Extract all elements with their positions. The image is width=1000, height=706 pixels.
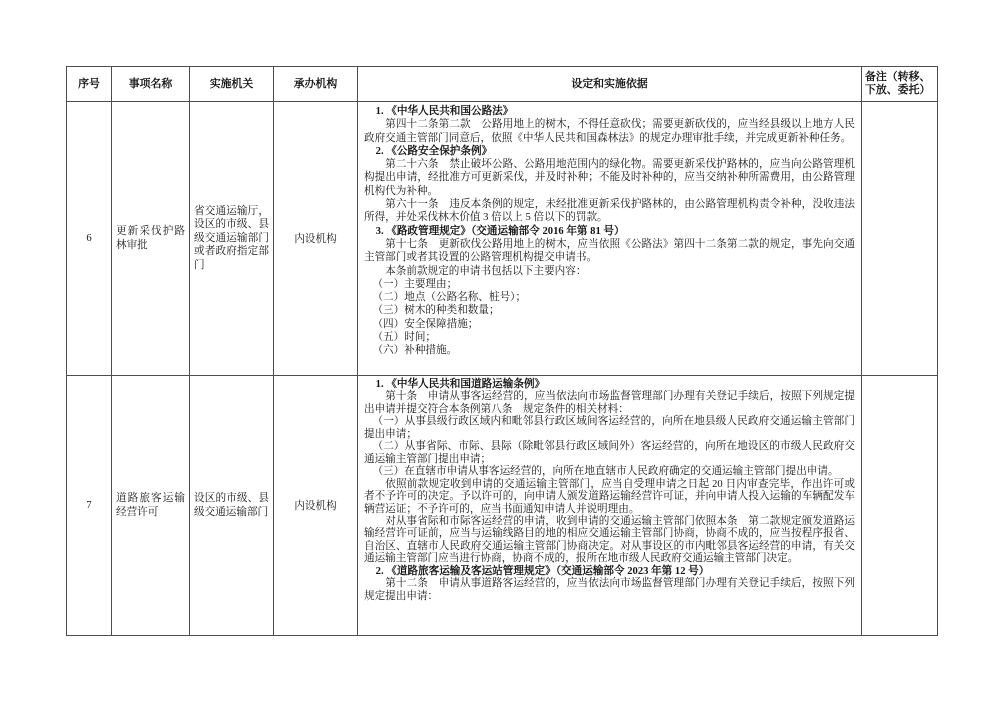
basis-list-item: （一）主要理由；: [372, 278, 458, 290]
organ-cell: 内设机构: [274, 376, 358, 636]
col-header-agency: 实施机关: [190, 67, 274, 102]
basis-cell: [358, 376, 862, 636]
basis-paragraph: 对从事省际和市际客运经营的申请，收到申请的交通运输主管部门依照本条 第二款规定颁发道路运输经营许可证前，应当与运输线路目的地的相应交通运输主管部门协商，协商不成的，应当按程序报省、自治区、直辖市人民政府交通运输主管部门协商决定。对从事设区的市内毗邻县客运经营的申请，有关交通运输主管部门应当进行协商，协商不成的，报所在地市级人民政府交通运输主管部门决定。: [364, 515, 855, 565]
basis-paragraph: 本条前款规定的申请书包括以下主要内容：: [385, 265, 587, 277]
basis-paragraph: 第四十二条第二款 公路用地上的树木，不得任意砍伐；需要更新砍伐的，应当经县级以上地方人民政府交通主管部门同意后，依照《中华人民共和国森林法》的规定办理审批手续，并完成更新补种任务。: [364, 119, 855, 144]
col-header-remark: 备注（转移、下放、委托）: [862, 67, 938, 102]
remark-cell: [862, 376, 938, 636]
approval-items-table: [66, 66, 938, 636]
basis-cell: [358, 102, 862, 376]
basis-paragraph: 第十条 申请从事客运经营的，应当依法向市场监督管理部门办理有关登记手续后，按照下列规定提出申请并提交符合本条例第八条 规定条件的相关材料：: [364, 391, 855, 415]
seq-cell: 6: [67, 102, 112, 376]
basis-list-item: （一）从事县级行政区域内和毗邻县行政区域间客运经营的，向所在地县级人民政府交通运输主管部门提出申请；: [364, 416, 855, 440]
basis-heading: 1. 《中华人民共和国公路法》: [375, 106, 514, 117]
table-row-6: [67, 102, 938, 376]
col-header-basis: 设定和实施依据: [358, 67, 862, 102]
col-header-organ: 承办机构: [274, 67, 358, 102]
seq-cell: 7: [67, 376, 112, 636]
basis-paragraph: 第六十一条 违反本条例的规定，未经批准更新采伐护路林的，由公路管理机构责令补种，没收违法所得，并处采伐林木价值 3 倍以上 5 倍以下的罚款。: [364, 199, 855, 224]
item-name-cell: 道路旅客运输经营许可: [112, 376, 190, 636]
basis-list-item: （二）地点（公路名称、桩号）；: [372, 292, 527, 304]
basis-heading: 1. 《中华人民共和国道路运输条例》: [375, 379, 546, 390]
basis-paragraph: 依照前款规定收到申请的交通运输主管部门，应当自受理申请之日起 20 日内审查完毕，作出许可或者不予许可的决定。予以许可的，向申请人颁发道路运输经营许可证，并向申请人投入运输的车辆配发车辆营运证；不予许可的，应当书面通知申请人并说明理由。: [364, 478, 855, 515]
basis-list-item: （三）在直辖市申请从事客运经营的，向所在地直辖市人民政府确定的交通运输主管部门提出申请。: [372, 466, 839, 478]
basis-list-item: （二）从事省际、市际、县际（除毗邻县行政区域间外）客运经营的，向所在地设区的市级人民政府交通运输主管部门提出申请；: [364, 441, 855, 465]
basis-list-item: （四）安全保障措施；: [372, 318, 479, 330]
basis-heading: 2. 《公路安全保护条例》: [375, 145, 493, 157]
col-header-item-name: 事项名称: [112, 67, 190, 102]
col-header-seq: 序号: [67, 67, 112, 102]
header-row: [67, 67, 938, 102]
basis-list-item: （六）补种措施。: [372, 345, 458, 357]
item-name-cell: 更新采伐护路林审批: [112, 102, 190, 376]
basis-heading: 3. 《路政管理规定》（交通运输部令 2016 年第 81 号）: [375, 225, 625, 237]
basis-list-item: （三）树木的种类和数量；: [372, 305, 500, 317]
basis-paragraph: 第二十六条 禁止破坏公路、公路用地范围内的绿化物。需要更新采伐护路林的，应当向公路管理机构提出申请，经批准方可更新采伐，并及时补种；不能及时补种的，应当交纳补种所需费用，由公路管理机构代为补种。: [364, 159, 855, 197]
basis-paragraph: 第十七条 更新砍伐公路用地上的树木，应当依照《公路法》第四十二条第二款的规定，事先向交通主管部门或者其设置的公路管理机构提交申请书。: [364, 238, 855, 264]
agency-cell: 省交通运输厅，设区的市级、县级交通运输部门或者政府指定部门: [190, 102, 274, 376]
organ-cell: 内设机构: [274, 102, 358, 376]
table-row-7: [67, 376, 938, 636]
basis-heading: 2. 《道路旅客运输及客运站管理规定》（交通运输部令 2023 年第 12 号）: [375, 565, 710, 577]
basis-list-item: （五）时间；: [372, 332, 437, 344]
basis-paragraph: 第十二条 申请从事道路客运经营的，应当依法向市场监督管理部门办理有关登记手续后，按照下列规定提出申请：: [364, 578, 855, 602]
agency-cell: 设区的市级、县级交通运输部门: [190, 376, 274, 636]
remark-cell: [862, 102, 938, 376]
